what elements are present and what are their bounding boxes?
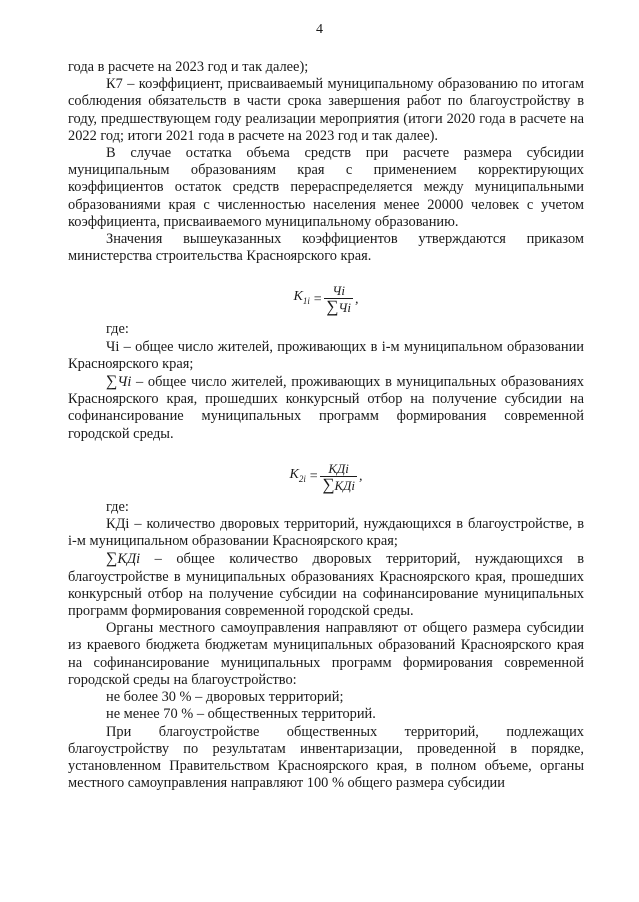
paragraph-public-territories: При благоустройстве общественных территорий, подлежащих благоустройству по результатам инвентаризации, проведенной в порядке, установленном Правительством Красноярского края, в полном объеме, органы местного самоуправления направляют 100 % общего размера субсидии: [68, 723, 584, 792]
definition-kd: КДi – количество дворовых территорий, нуждающихся в благоустройстве, в i-м муниципальном образовании Красноярского края;: [68, 516, 584, 550]
formula-k1-name: K: [293, 289, 303, 305]
definition-sum-kd: [68, 550, 584, 620]
definition-sum-chi: [68, 373, 584, 443]
formula-k1-comma: ,: [355, 291, 359, 307]
formula-k1-denominator: Чi: [338, 300, 351, 316]
sum-variable: Чi: [117, 374, 132, 391]
formula-k2: [68, 461, 584, 493]
formula-k1-numerator: Чi: [332, 283, 345, 299]
definition-sum-kd-text: – общее количество дворовых территорий, нуждающихся в благоустройстве в муниципальных образованиях Красноярского края, прошедших конкурсный отбор на получение субсидии на софинансирование муниципальных программ формирования современной городской среды.: [68, 551, 584, 620]
paragraph-continuation: года в расчете на 2023 год и так далее);: [68, 59, 309, 75]
formula-k1-equals: =: [312, 291, 323, 307]
paragraph-coefficients-approval: Значения вышеуказанных коэффициентов утверждаются приказом министерства строительства Красноярского края.: [68, 231, 584, 265]
formula-k2-subscript: 2i: [298, 473, 306, 484]
sigma-symbol: ∑: [322, 474, 335, 494]
paragraph-subsidy-allocation: Органы местного самоуправления направляют от общего размера субсидии из краевого бюджета бюджетам муниципальных образований Красноярского края на софинансирование муниципальных программ формирования современной городской среды на благоустройство:: [68, 620, 584, 688]
sigma-symbol: ∑: [106, 373, 118, 391]
formula-k2-numerator: КДi: [328, 460, 349, 476]
list-item-yards: не более 30 % – дворовых территорий;: [106, 689, 344, 706]
where-label: где:: [106, 321, 129, 338]
sigma-symbol: ∑: [106, 550, 118, 568]
list-item-public: не менее 70 % – общественных территорий.: [106, 706, 376, 723]
definition-sum-chi-text: – общее число жителей, проживающих в муниципальных образованиях Красноярского края, прошедших конкурсный отбор на получение субсидии на софинансирование муниципальных программ формирования современной городской среды.: [68, 374, 584, 442]
formula-k2-denominator: КДi: [334, 477, 355, 493]
formula-k2-equals: =: [308, 469, 319, 485]
sigma-symbol: ∑: [326, 297, 339, 317]
formula-k1-subscript: 1i: [302, 296, 310, 307]
definition-chi: Чi – общее число жителей, проживающих в i-м муниципальном образовании Красноярского края;: [68, 338, 584, 372]
paragraph-redistribution: В случае остатка объема средств при расчете размера субсидии муниципальным образованиям края с применением корректирующих коэффициентов остаток средств перераспределяется между муниципальными образованиями края с численностью населения менее 20000 человек с учетом коэффициента, присваиваемого муниципальному образованию.: [68, 145, 584, 230]
formula-k1-fraction: [324, 283, 353, 315]
paragraph-k7-definition: К7 – коэффициент, присваиваемый муниципальному образованию по итогам соблюдения обязательств в части срока завершения работ по благоустройству в году, предшествующем году реализации мероприятия (итоги 2020 года в расчете на 2022 год; итоги 2021 года в расчете на 2023 год и так далее).: [68, 76, 584, 144]
formula-k2-fraction: [320, 461, 357, 493]
where-label: где:: [106, 498, 129, 515]
page-number: 4: [316, 22, 323, 37]
formula-k2-comma: ,: [358, 469, 363, 485]
sum-variable: КДi: [117, 551, 141, 568]
document-body: [68, 59, 584, 792]
formula-k1: [68, 283, 584, 315]
formula-k2-name: K: [289, 466, 299, 482]
